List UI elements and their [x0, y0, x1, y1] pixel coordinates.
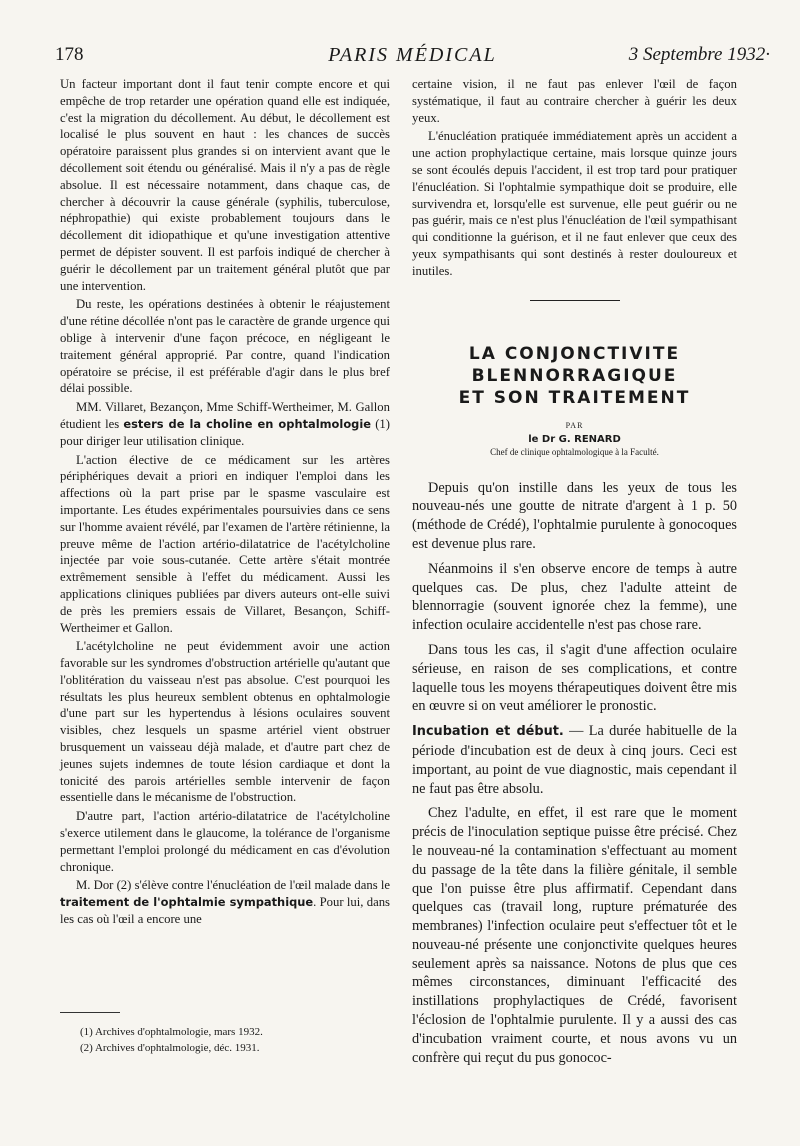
- incubation-heading: Incubation et début.: [412, 724, 564, 740]
- article-paragraph-5: Chez l'adulte, en effet, il est rare que le moment précis de l'inoculation septique puisse être précisé. Chez le nouveau-né la contamination s'effectuant au moment du passage de la tête dans la filière génitale, il semble que l'on puisse être plus affirmatif. Cependant dans quelques cas (travail long, rupture prématurée des membranes) l'infection oculaire peut s'effectuer tôt et le nouveau-né présente une conjonctivite quelques heures seulement après sa naissance. Notons de plus que ces mêmes circonstances, diminuant l'efficacité des instillations prophylactiques de Crédé, favorisent l'éclosion de l'ophtalmie purulente. Il y a aussi des cas d'incubation vraiment courte, et nous avons vu un confrère qui reçut du pus gonococ-: [412, 805, 737, 1066]
- esters-text-before: MM. Villaret, Bezançon, Mme Schiff-Wertheimer, M. Gallon étudient les: [60, 400, 390, 431]
- article-author: le Dr G. RENARD: [528, 433, 621, 445]
- left-paragraph-6: D'autre part, l'action artério-dilatatrice de l'acétylcholine s'exerce utilement dans le glaucome, la tolérance de l'organisme permettant l'emploi prolongé du médicament en cas d'évolution chronique.: [60, 809, 390, 874]
- article-paragraph-incubation: [412, 722, 737, 798]
- dor-bold-term: traitement de l'ophtalmie sympathique: [60, 895, 314, 910]
- article-paragraph-3: Dans tous les cas, il s'agit d'une affection oculaire sérieuse, en raison de ses complications, et contre laquelle tous les moyens thérapeutiques doivent être mis en œuvre si on veut améliorer le pronostic.: [412, 641, 737, 715]
- left-paragraph-5: L'acétylcholine ne peut évidemment avoir une action favorable sur les syndromes d'obstruction artérielle qu'autant que l'oblitération du vaisseau n'est pas absolue. C'est pourquoi les résultats les plus heureux semblent obtenus en ophtalmologie d'une part sur les hypertendus à lésions oculaires souvent visibles, chez lesquels un spasme artériel vient obstruer brusquement un vaisseau déjà malade, et d'autre part chez de jeunes sujets indemnes de toute lésion cardiaque et dont la tonicité des parois artérielles semble intervenir de façon essentielle dans le mécanisme de l'obstruction.: [60, 639, 390, 805]
- article-title-line-1: LA CONJONCTIVITE: [468, 343, 681, 364]
- article-title-line-3: ET SON TRAITEMENT: [458, 387, 691, 408]
- section-divider: [530, 300, 620, 301]
- article-title-line-2: BLENNORRAGIQUE: [471, 365, 678, 386]
- incubation-text: — La durée habituelle de la période d'incubation est de deux à cinq jours. Ceci est important, au point de vue diagnostic, mais cependant il ne faut pas être absolu.: [412, 723, 737, 797]
- article-title: [412, 343, 737, 409]
- right-paragraph-2: L'énucléation pratiquée immédiatement après un accident a une action prophylactique certaine, mais lorsque quinze jours se sont écoulés depuis l'accident, il est trop tard pour pratiquer l'énucléation. Si l'ophtalmie sympathique doit se produire, elle survivendra et, lorsqu'elle est survenue, elle peut guérir ou ne pas guérir, mais ce n'est plus l'énucléation de l'œil sympathisant qui conditionne la guérison, et il ne faut enlever que ceux des yeux sympathisants qui sont destinés à rester douloureux et inutiles.: [412, 129, 737, 278]
- left-paragraph-1: Un facteur important dont il faut tenir compte encore et qui empêche de trop retarder une opération quand elle est indiquée, c'est la migration du décollement. Au début, le décollement est localisé le plus souvent en haut : les chances de succès opératoire paraissent plus grandes si on intervient avant que le décollement soit étendu ou généralisé. Mais il n'y a pas de règle absolue. Il est nécessaire notamment, dans chaque cas, de chercher à découvrir la cause générale (syphilis, tuberculose, néphropathie) qui existe probablement toujours dans le décollement dit idiopathique et qu'une investigation attentive permet de dépister souvent. Il est parfois indiqué de chercher à guérir le décollement par un traitement général plutôt que par une intervention.: [60, 77, 390, 293]
- left-paragraph-dor: [60, 877, 390, 927]
- esters-bold-term: esters de la choline en ophtalmologie: [123, 416, 372, 431]
- byline-par: PAR: [565, 420, 584, 430]
- dor-text-before: M. Dor (2) s'élève contre l'énucléation de l'œil malade dans le: [76, 878, 390, 893]
- author-affiliation: Chef de clinique ophtalmologique à la Faculté.: [490, 446, 659, 457]
- footnote-divider: [60, 1012, 120, 1013]
- footnote-1: (1) Archives d'ophtalmologie, mars 1932.: [80, 1026, 263, 1038]
- article-paragraph-1: Depuis qu'on instille dans les yeux de tous les nouveau-nés une goutte de nitrate d'argent à 1 p. 50 (méthode de Crédé), l'ophtalmie purulente à gonocoques est devenue plus rare.: [412, 479, 737, 552]
- esters-text-after: (1) pour diriger leur utilisation clinique.: [60, 416, 391, 448]
- right-paragraph-1: certaine vision, il ne faut pas enlever l'œil de façon systématique, il faut au contraire chercher à guérir les deux yeux.: [412, 77, 737, 125]
- footnote-2: (2) Archives d'ophtalmologie, déc. 1931.: [80, 1042, 260, 1054]
- left-column: [60, 76, 390, 928]
- article-paragraph-2: Néanmoins il s'en observe encore de temps à autre quelques cas. De plus, chez l'adulte atteint de blennorragie (souvent ignorée chez la femme), une infection oculaire accidentelle n'est pas chose rare.: [412, 560, 737, 634]
- page-number: 178: [55, 44, 84, 65]
- right-column: [412, 76, 737, 1067]
- left-paragraph-2: Du reste, les opérations destinées à obtenir le réajustement d'une rétine décollée n'ont pas le caractère de grande urgence qui oblige à intervenir d'une façon précoce, en négligeant le traitement général approprié. Par contre, quand l'indication opératoire se précise, il est préférable d'agir dans le plus bref délai possible.: [60, 297, 390, 396]
- dor-text-after: . Pour lui, dans les cas où l'œil a encore une: [60, 895, 390, 927]
- article-body: [412, 479, 737, 1068]
- left-paragraph-esters: [60, 399, 390, 449]
- footnotes: [80, 1024, 390, 1056]
- right-top-text: [412, 76, 737, 280]
- left-paragraph-4: L'action élective de ce médicament sur les artères périphériques devait a priori en indiquer l'emploi dans les affections où la part prise par le spasme vasculaire est importante. Les études expérimentales poursuivies dans ce sens sur l'homme avaient révélé, par l'examen de l'artère rétinienne, la preuve même de l'action artério-dilatatrice de l'acétylcholine injectée par voie sous-cutanée. Cette artère s'était montrée extrêmement sensible à l'effet du médicament. Aussi les applications cliniques publiées par divers auteurs ont-elle suivi de près les premiers essais de Villaret, Besançon, Schiff-Wertheimer et Gallon.: [60, 452, 390, 635]
- issue-date: 3 Septembre 1932·: [628, 44, 770, 65]
- page-header: [55, 44, 770, 72]
- journal-title: PARIS MÉDICAL: [328, 44, 497, 66]
